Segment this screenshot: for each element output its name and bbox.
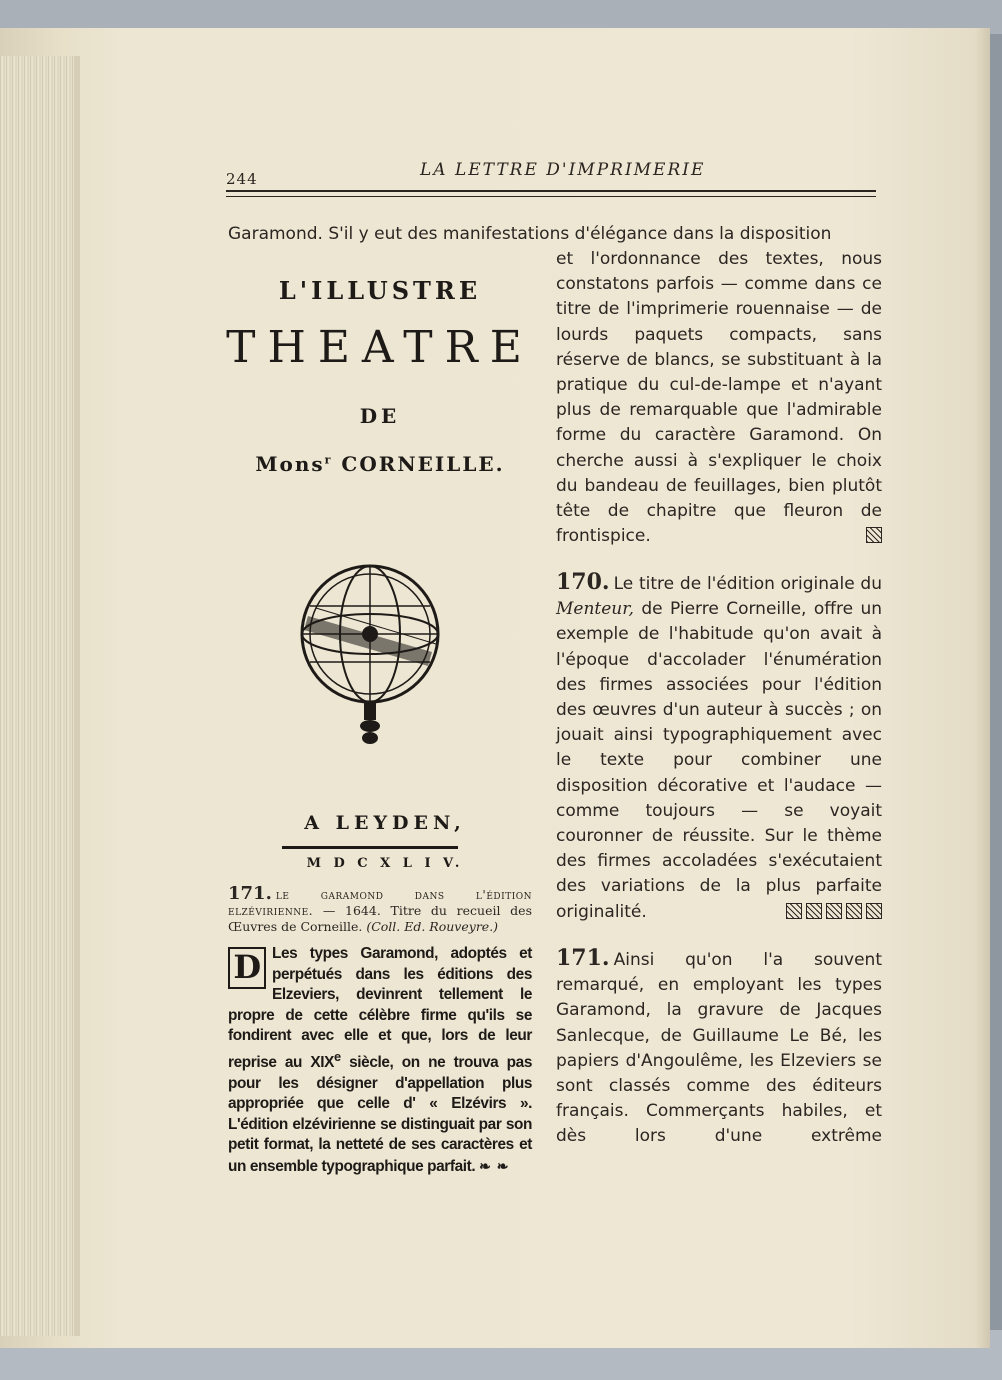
page-number: 244	[226, 170, 258, 188]
drop-cap: D	[228, 947, 266, 989]
paragraph-171-text: Ainsi qu'on l'a souvent remarqué, en employant les types Garamond, la gravure de Jacques Sanlecque, de Guillaume Le Bé, les papiers d'Angoulême, les Elzeviers se sont classés comme des éditeurs français. Commerçants habiles, et dès lors d'une extrême	[556, 950, 882, 1147]
paragraph-continued-text: et l'ordonnance des textes, nous constatons parfois — comme dans ce titre de l'imprimerie rouennaise — de lourds paquets compacts, sans réserve de blancs, se substituant à la pratique du cul-de-lampe et n'ayant plus de remarquable que l'admirable forme du caractère Garamond. On cherche aussi à s'expliquer le choix du bandeau de feuillages, bien plutôt tête de chapitre que fleuron de frontispice.	[556, 249, 882, 547]
vine-ornament-icon: ❧ ❧	[479, 1158, 510, 1175]
running-title: LA LETTRE D'IMPRIMERIE	[420, 160, 706, 180]
fleuron-icon	[846, 903, 862, 919]
note-sup: e	[334, 1048, 341, 1064]
title-page-line-illustre: L'ILLUSTRE	[278, 276, 482, 305]
paragraph-171	[556, 946, 882, 1150]
note-text: Les types Garamond, adoptés et perpétués dans les éditions des Elzeviers, devinrent tellement le propre de cette célèbre firme qu'ils se fondirent avec elle et que, lors de leur reprise au XIX	[228, 945, 532, 1072]
caption-title: le garamond dans l'édition elzévirienne.	[228, 887, 532, 918]
figure-caption	[228, 883, 532, 935]
title-page-author	[230, 452, 530, 476]
fleuron-icon	[866, 527, 882, 543]
armillary-sphere-icon	[296, 556, 444, 746]
fleuron-icon	[826, 903, 842, 919]
title-page-date: M D C X L I V.	[306, 856, 464, 871]
fleuron-icon	[786, 903, 802, 919]
author-sup: r	[324, 453, 333, 467]
fleuron-icon	[806, 903, 822, 919]
paragraph-170	[556, 570, 882, 925]
sidebar-note	[228, 944, 532, 1178]
paragraph-170-number: 170.	[556, 569, 610, 595]
title-page-rule	[282, 846, 458, 849]
paragraph-170-italic: Menteur,	[556, 599, 634, 620]
author-name: CORNEILLE.	[332, 452, 505, 476]
paragraph-continued	[556, 247, 882, 549]
note-text-end: siècle, on ne trouva pas pour les désigner d'appellation plus appropriée que celle d' « Elzévirs ». L'édition elzévirienne se distinguait par son petit format, la netteté de ses caractères et un ensemble typographique parfait.	[228, 1054, 532, 1176]
opening-line: Garamond. S'il y eut des manifestations d'élégance dans la disposition	[228, 224, 832, 244]
caption-number: 171.	[228, 883, 272, 904]
title-page-place: A LEYDEN,	[304, 812, 466, 834]
header-rule-thin	[226, 196, 876, 197]
caption-text: — 1644. Titre du recueil des Œuvres de Corneille.	[228, 903, 532, 934]
caption-credit: (Coll. Ed. Rouveyre.)	[366, 919, 499, 934]
page-edges	[0, 56, 80, 1336]
paragraph-171-number: 171.	[556, 945, 610, 971]
title-page-line-theatre: THEATRE	[226, 322, 534, 373]
paragraph-170-text-b: de Pierre Corneille, offre un exemple de l'habitude qu'on avait à l'époque d'accolader l'énumération des firmes associées pour l'édition des œuvres d'un auteur à succès ; on jouait ainsi typographiquement avec le texte pour combiner une disposition décorative et l'audace — comme toujours — se voyait couronner de réussite. Sur le thème des firmes accoladées s'exécutaient des variations de la plus parfaite originalité.	[556, 599, 882, 922]
fleuron-icon	[866, 903, 882, 919]
title-page-line-de: DE	[359, 404, 401, 428]
author-prefix: Mons	[255, 452, 325, 476]
header-rule	[226, 190, 876, 192]
paragraph-170-text-a: Le titre de l'édition originale du	[613, 574, 882, 594]
